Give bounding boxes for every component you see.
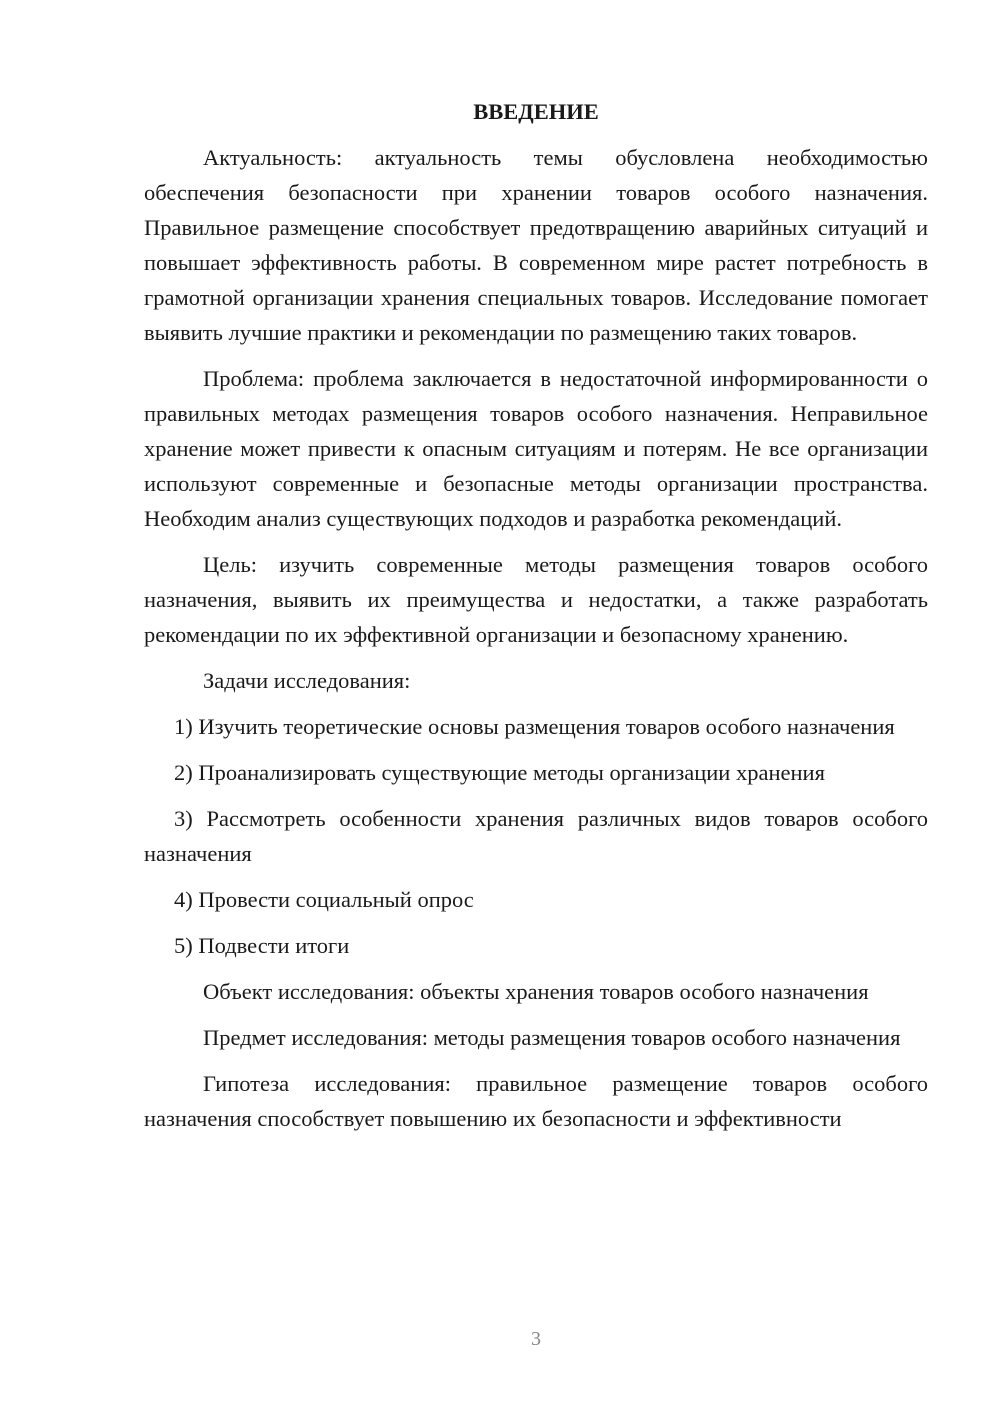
object-paragraph: Объект исследования: объекты хранения товаров особого назначения [203, 979, 869, 1004]
page-number: 3 [531, 1328, 541, 1350]
task-item: 4) Провести социальный опрос [174, 887, 474, 912]
task-item: 1) Изучить теоретические основы размещения товаров особого назначения [174, 714, 895, 739]
tasks-heading: Задачи исследования: [203, 668, 411, 693]
goal-paragraph: Цель: изучить современные методы размещения товаров особого назначения, выявить их преимущества и недостатки, а также разработать рекомендации по их эффективной организации и безопасному хранению. [144, 552, 928, 647]
hypothesis-paragraph: Гипотеза исследования: правильное размещение товаров особого назначения способствует повышению их безопасности и эффективности [144, 1071, 928, 1131]
page-title: ВВЕДЕНИЕ [473, 99, 599, 124]
relevance-paragraph: Актуальность: актуальность темы обусловлена необходимостью обеспечения безопасности при хранении товаров особого назначения. Правильное размещение способствует предотвращению аварийных ситуаций и повышает эффективность работы. В современном мире растет потребность в грамотной организации хранения специальных товаров. Исследование помогает выявить лучшие практики и рекомендации по размещению таких товаров. [144, 145, 928, 345]
task-item: 5) Подвести итоги [174, 933, 350, 958]
task-item: 2) Проанализировать существующие методы организации хранения [174, 760, 825, 785]
problem-paragraph: Проблема: проблема заключается в недостаточной информированности о правильных методах размещения товаров особого назначения. Неправильное хранение может привести к опасным ситуациям и потерям. Не все организации используют современные и безопасные методы организации пространства. Необходим анализ существующих подходов и разработка рекомендаций. [144, 366, 928, 531]
subject-paragraph: Предмет исследования: методы размещения товаров особого назначения [203, 1025, 901, 1050]
page-content [144, 94, 928, 1147]
task-item: 3) Рассмотреть особенности хранения различных видов товаров особого назначения [144, 806, 928, 866]
